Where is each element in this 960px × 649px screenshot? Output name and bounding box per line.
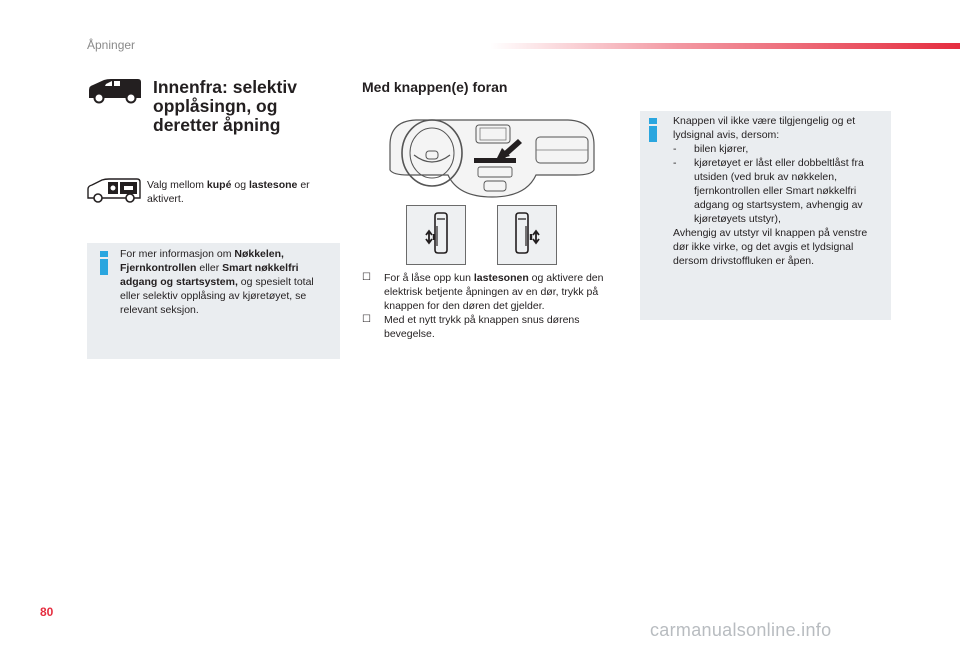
list-item: - bilen kjører, — [673, 143, 749, 155]
info-intro: Knappen vil ikke være tilgjengelig og et lydsignal avis, dersom: — [673, 115, 856, 141]
list-item: ☐ Med et nytt trykk på knappen snus dørens bevegelse. — [362, 314, 580, 340]
info-outro: Avhengig av utstyr vil knappen på venstre dør ikke virke, og det avgis et lydsignal dersom drivstoffluken er åpen. — [673, 227, 868, 267]
watermark: carmanualsonline.info — [650, 620, 832, 640]
info-icon — [100, 251, 108, 275]
van-zone-icon — [86, 176, 142, 204]
info-icon — [649, 118, 657, 142]
right-door-button[interactable] — [497, 205, 557, 265]
info-text-left: For mer informasjon om Nøkkelen, Fjernkontrollen eller Smart nøkkelfri adgang og startsystem, og spesielt total eller selektiv opplåsing av kjøretøyet, se relevant seksjon. — [120, 248, 314, 316]
list-item: ☐ For å låse opp kun lastesonen og aktivere den elektrisk betjente åpningen av en dør, trykk på knappen for den døren det gjelder. — [362, 272, 604, 312]
header-accent-bar — [490, 43, 960, 49]
bullet-marker-icon: ☐ — [362, 272, 371, 283]
intro-text: Valg mellom kupé og lastesone er aktivert. — [147, 179, 310, 205]
info-box-left — [87, 243, 340, 359]
dashboard-illustration — [386, 115, 598, 199]
info-box-right — [640, 111, 891, 320]
section-title: Med knappen(e) foran — [362, 79, 508, 95]
page-number: 80 — [40, 605, 54, 619]
condition-list — [673, 142, 883, 226]
instruction-list — [362, 271, 622, 341]
left-door-button[interactable] — [406, 205, 466, 265]
section-header: Åpninger — [87, 38, 136, 52]
bullet-marker-icon: ☐ — [362, 314, 371, 325]
list-item: - kjøretøyet er låst eller dobbeltlåst fra utsiden (ved bruk av nøkkelen, fjernkontrollen eller Smart nøkkelfri adgang og startsystem, avhengig av kjøretøyets utstyr), — [673, 157, 864, 225]
van-icon — [86, 76, 144, 104]
page-title: Innenfra: selektiv opplåsingn, og deretter åpning — [153, 77, 297, 135]
